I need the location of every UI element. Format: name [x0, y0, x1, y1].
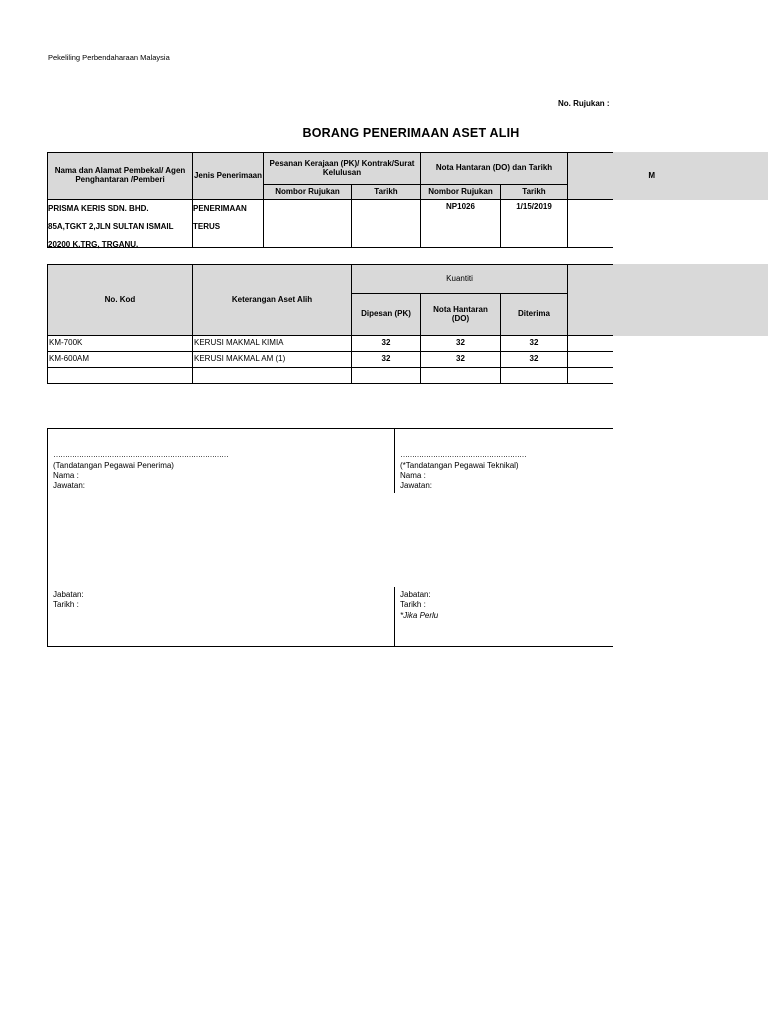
receipt-type-cell — [192, 199, 264, 248]
table-row-2-cut — [567, 351, 613, 368]
table-row-2-do: 32 — [420, 351, 501, 368]
table-row-3-ordered — [351, 367, 421, 384]
department-label-left: Jabatan: — [53, 590, 84, 599]
table-row-2-received: 32 — [500, 351, 568, 368]
col-cut-label: M — [648, 170, 655, 180]
col-code-header: No. Kod — [47, 264, 193, 336]
do-date-cell: 1/15/2019 — [500, 199, 568, 248]
table-row-1-code: KM-700K — [47, 335, 193, 352]
table-row-2-code: KM-600AM — [47, 351, 193, 368]
page-title: BORANG PENERIMAAN ASET ALIH — [302, 126, 520, 140]
supplier-line-3: 20200 K.TRG, TRGANU. — [48, 240, 139, 249]
signature-line-right: ……………………………………………… — [400, 450, 526, 459]
supplier-cell — [47, 199, 193, 248]
col-receipt-type-header: Jenis Penerimaan — [192, 152, 264, 200]
position-label-right: Jawatan: — [400, 481, 433, 490]
pk-date-cell — [351, 199, 421, 248]
table-row-3-code — [47, 367, 193, 384]
signature-role-right: (*Tandatangan Pegawai Teknikal) — [400, 461, 519, 470]
col-do-qty-header: Nota Hantaran (DO) — [420, 293, 501, 336]
col-pk-header: Pesanan Kerajaan (PK)/ Kontrak/Surat Kelulusan — [263, 152, 421, 185]
table-row-1-desc: KERUSI MAKMAL KIMIA — [192, 335, 352, 352]
col-received-header: Diterima — [500, 293, 568, 336]
col-supplier-header: Nama dan Alamat Pembekal/ Agen Penghantaran /Pemberi — [47, 152, 193, 200]
table-row-3-received — [500, 367, 568, 384]
table-row-3-cut — [567, 367, 613, 384]
table-row-1-cut — [567, 335, 613, 352]
table2-overflow-shade — [612, 264, 768, 336]
position-label-left: Jawatan: — [53, 481, 86, 490]
cut-data-cell — [567, 199, 613, 248]
receipt-line-1: PENERIMAAN — [193, 204, 247, 213]
col-do-header: Nota Hantaran (DO) dan Tarikh — [420, 152, 568, 185]
table-row-3-do — [420, 367, 501, 384]
table-row-1-ordered: 32 — [351, 335, 421, 352]
sub-date-1: Tarikh — [351, 184, 421, 200]
sub-ref-2: Nombor Rujukan — [420, 184, 501, 200]
date-label-left: Tarikh : — [53, 600, 79, 609]
supplier-line-2: 85A,TGKT 2,JLN SULTAN ISMAIL — [48, 222, 174, 231]
col-cut2-header — [567, 264, 613, 336]
receipt-line-2: TERUS — [193, 222, 221, 231]
table-row-2-ordered: 32 — [351, 351, 421, 368]
pk-ref-cell — [263, 199, 352, 248]
note-label-right: *Jika Perlu — [400, 611, 439, 620]
name-label-left: Nama : — [53, 471, 79, 480]
col-cut-header — [567, 152, 655, 200]
col-desc-header: Keterangan Aset Alih — [192, 264, 352, 336]
signature-line-left: ………………………………………………………………… — [53, 450, 228, 459]
supplier-line-1: PRISMA KERIS SDN. BHD. — [48, 204, 149, 213]
col-ordered-header: Dipesan (PK) — [351, 293, 421, 336]
sub-ref-1: Nombor Rujukan — [263, 184, 352, 200]
table1-overflow-shade — [612, 152, 768, 200]
table-row-1-do: 32 — [420, 335, 501, 352]
col-qty-header: Kuantiti — [351, 264, 568, 294]
table-row-1-received: 32 — [500, 335, 568, 352]
blank-band — [48, 493, 613, 587]
do-ref-cell: NP1026 — [420, 199, 501, 248]
document-org: Pekeliling Perbendaharaan Malaysia — [48, 53, 170, 62]
signature-role-left: (Tandatangan Pegawai Penerima) — [53, 461, 174, 470]
reference-label: No. Rujukan : — [558, 99, 610, 108]
name-label-right: Nama : — [400, 471, 426, 480]
department-label-right: Jabatan: — [400, 590, 431, 599]
table-row-2-desc: KERUSI MAKMAL AM (1) — [192, 351, 352, 368]
date-label-right: Tarikh : — [400, 600, 426, 609]
sub-date-2: Tarikh — [500, 184, 568, 200]
table-row-3-desc — [192, 367, 352, 384]
